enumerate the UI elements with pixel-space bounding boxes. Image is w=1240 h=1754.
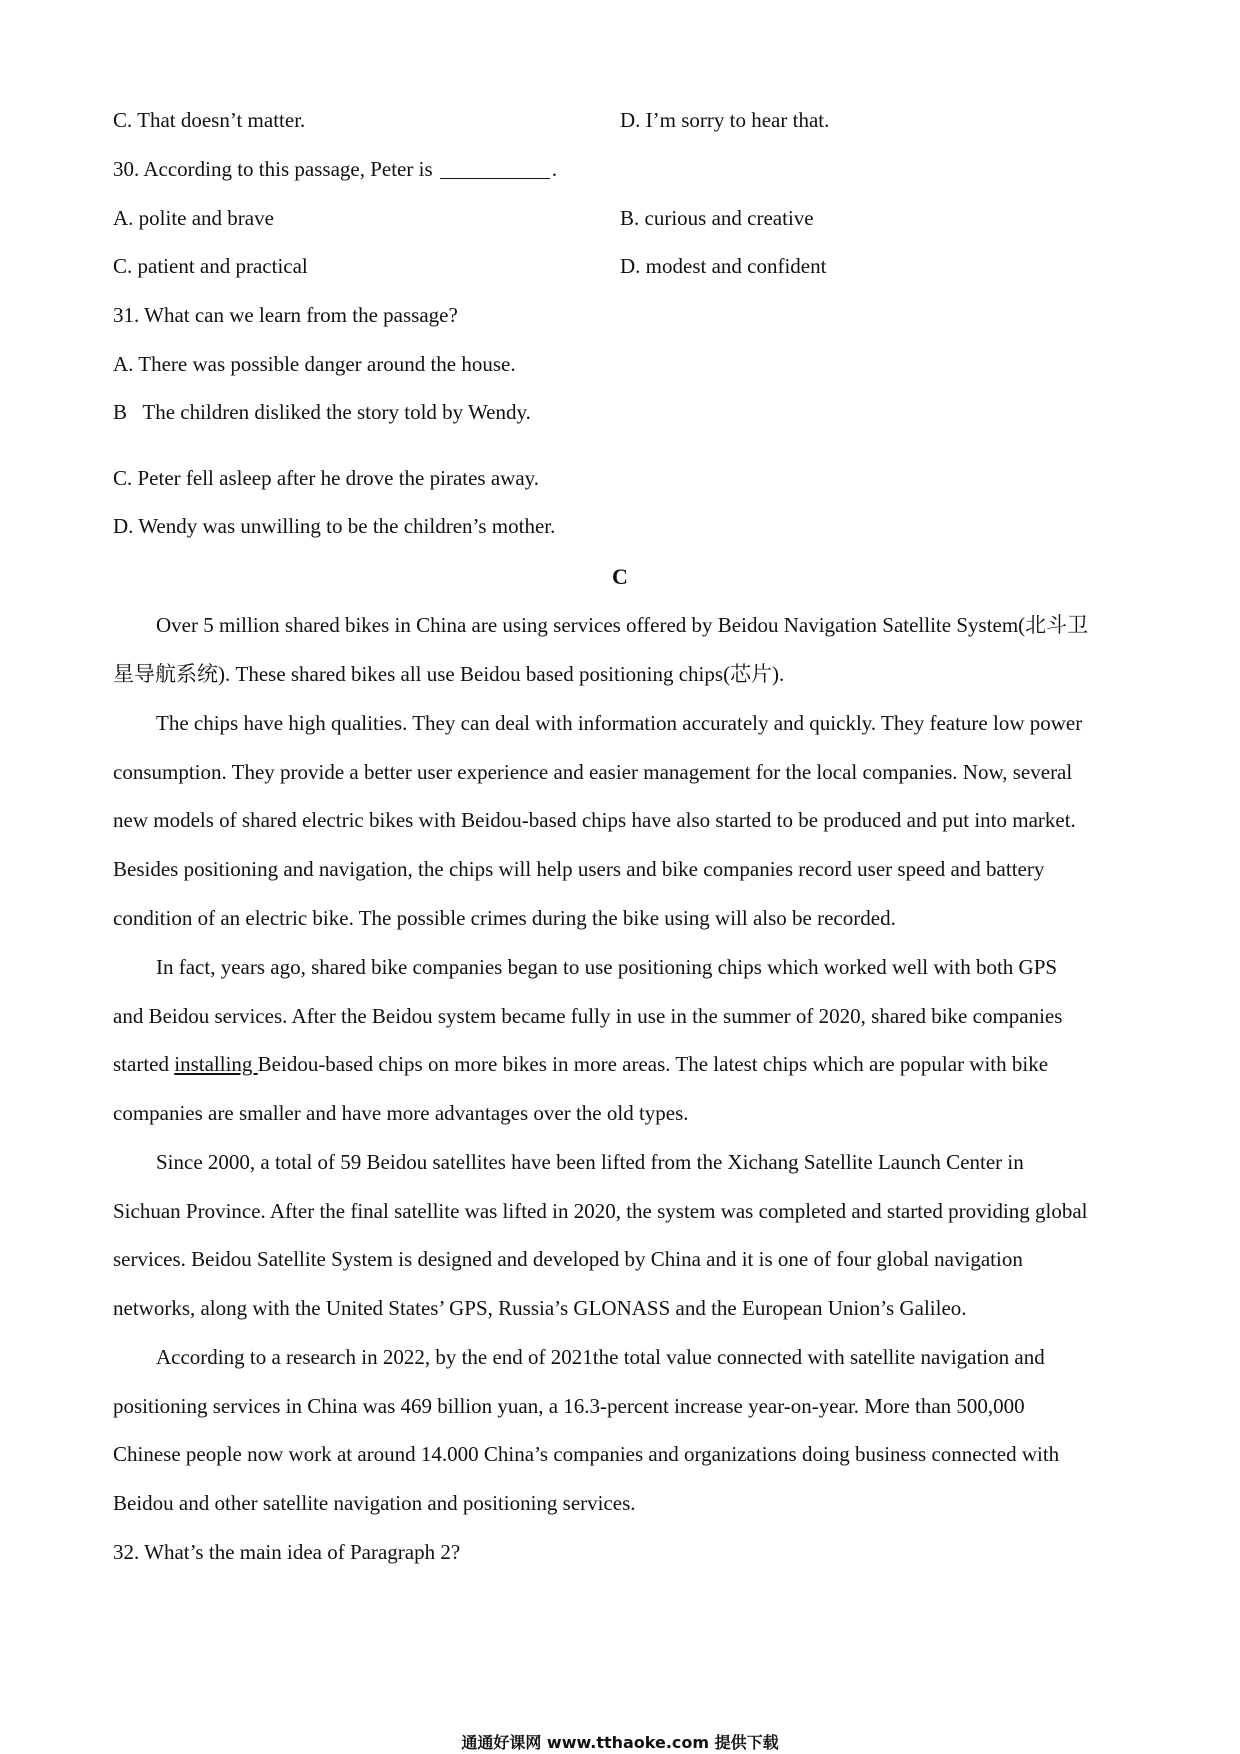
- passage-p5-line3: Chinese people now work at around 14.000 China’s companies and organizations doing business connected with: [113, 1442, 1060, 1466]
- passage-p4-line2: Sichuan Province. After the final satellite was lifted in 2020, the system was completed and started providing global: [113, 1199, 1088, 1223]
- passage-p4-line3: services. Beidou Satellite System is designed and developed by China and it is one of four global navigation: [113, 1247, 1023, 1271]
- passage-p3-line2: and Beidou services. After the Beidou system became fully in use in the summer of 2020, shared bike companies: [113, 1004, 1063, 1028]
- passage-p2-line4: Besides positioning and navigation, the chips will help users and bike companies record user speed and battery: [113, 857, 1045, 881]
- p3-line3-start: started: [113, 1052, 175, 1076]
- passage-p4-line1: Since 2000, a total of 59 Beidou satellites have been lifted from the Xichang Satellite Launch Center in: [156, 1150, 1024, 1174]
- q31-option-a: A. There was possible danger around the house.: [113, 352, 516, 376]
- q30-option-c: C. patient and practical: [113, 254, 308, 278]
- passage-p3-line1: In fact, years ago, shared bike companies began to use positioning chips which worked well with both GPS: [156, 955, 1058, 979]
- q30-option-a: A. polite and brave: [113, 206, 274, 230]
- passage-p2-line2: consumption. They provide a better user experience and easier management for the local companies. Now, several: [113, 760, 1073, 784]
- q30-stem-text: 30. According to this passage, Peter is: [113, 157, 433, 181]
- page-footer: 通通好课网 www.tthaoke.com 提供下载: [461, 1733, 779, 1752]
- passage-p1-line1: Over 5 million shared bikes in China are using services offered by Beidou Navigation Satellite System(北斗卫: [156, 613, 1089, 637]
- q32-stem: 32. What’s the main idea of Paragraph 2?: [113, 1540, 461, 1564]
- passage-p3-line4: companies are smaller and have more advantages over the old types.: [113, 1101, 689, 1125]
- passage-p3-line3: [113, 1050, 1133, 1078]
- q29-option-c: C. That doesn’t matter.: [113, 108, 306, 132]
- passage-p1-line2: 星导航系统). These shared bikes all use Beidou based positioning chips(芯片).: [113, 662, 785, 686]
- q30-stem: [113, 155, 557, 183]
- q31-option-c: C. Peter fell asleep after he drove the pirates away.: [113, 466, 540, 490]
- passage-p5-line2: positioning services in China was 469 billion yuan, a 16.3-percent increase year-on-year. More than 500,000: [113, 1394, 1025, 1418]
- q30-stem-end: .: [551, 157, 558, 181]
- passage-p2-line1: The chips have high qualities. They can deal with information accurately and quickly. They feature low power: [156, 711, 1083, 735]
- underlined-word: installing: [174, 1052, 258, 1076]
- passage-p4-line4: networks, along with the United States’ GPS, Russia’s GLONASS and the European Union’s Galileo.: [113, 1296, 967, 1320]
- section-title: C: [612, 564, 628, 589]
- q30-option-b: B. curious and creative: [620, 206, 814, 230]
- p3-line3-end: Beidou-based chips on more bikes in more areas. The latest chips which are popular with bike: [257, 1052, 1049, 1076]
- passage-p5-line1: According to a research in 2022, by the end of 2021the total value connected with satellite navigation and: [156, 1345, 1045, 1369]
- q31-option-b: B The children disliked the story told by Wendy.: [113, 400, 531, 424]
- passage-p2-line5: condition of an electric bike. The possible crimes during the bike using will also be recorded.: [113, 906, 896, 930]
- answer-blank: [440, 158, 550, 179]
- q31-option-d: D. Wendy was unwilling to be the children’s mother.: [113, 514, 556, 538]
- passage-p2-line3: new models of shared electric bikes with Beidou-based chips have also started to be produced and put into market.: [113, 808, 1076, 832]
- q29-option-d: D. I’m sorry to hear that.: [620, 108, 830, 132]
- passage-p5-line4: Beidou and other satellite navigation and positioning services.: [113, 1491, 636, 1515]
- q30-option-d: D. modest and confident: [620, 254, 827, 278]
- q31-stem: 31. What can we learn from the passage?: [113, 303, 458, 327]
